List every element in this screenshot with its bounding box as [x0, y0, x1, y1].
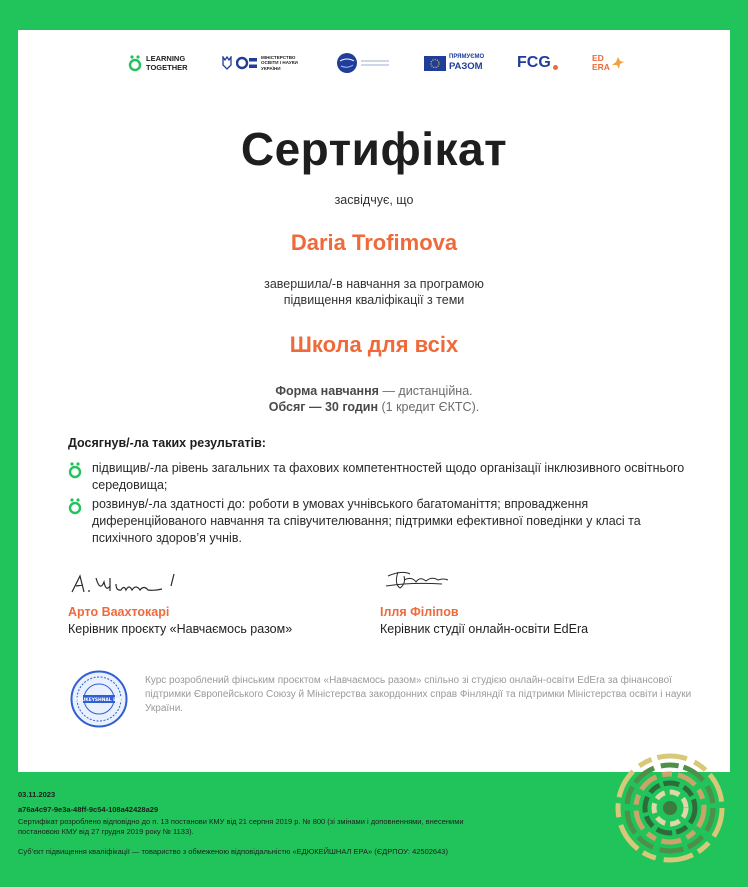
learning-together-logo [128, 48, 188, 78]
completed-line2: підвищення кваліфікації з теми [283, 293, 465, 307]
edera-star-icon [612, 57, 624, 69]
edera-logo [592, 48, 624, 78]
program-topic: Школа для всіх [289, 332, 459, 357]
certifies-text: засвідчує, що [334, 193, 414, 207]
partner-logos [18, 48, 730, 78]
legal-line1: Сертифікат розроблено відповідно до п. 13 постанови КМУ від 21 серпня 2019 р. № 800 (зі змінами і доповненнями, внесеними [18, 817, 464, 826]
trident-icon [222, 56, 232, 70]
bullet-icon [68, 460, 92, 494]
legal-basis [18, 817, 578, 837]
result-text: розвинув/-ла здатності до: роботи в умовах учнівського багатоманіття; впровадження диференційованого навчання та співучителювання; підтримки ефективної поведінки у класі та психічного здоров’я учнів. [92, 497, 641, 545]
result-item [68, 496, 688, 547]
signature-vaahtokari [70, 570, 190, 598]
provider-info: Суб’єкт підвищення кваліфікації — товариство з обмеженою відповідальністю «ЕДЮКЕЙШНАЛ ЕРА» (ЄДРПОУ: 42502643) [18, 847, 448, 856]
recipient-name: Daria Trofimova [290, 230, 458, 255]
decorative-spiral-icon [614, 752, 726, 864]
completed-text [18, 276, 730, 308]
official-stamp [70, 670, 128, 728]
fcg-logo [517, 48, 558, 78]
volume-value: (1 кредит ЄКТС). [378, 400, 480, 414]
signature-block-1 [68, 604, 292, 638]
bullet-icon [68, 496, 92, 547]
signer-name: Арто Ваахтокарі [68, 605, 170, 619]
edera-line1: ED [592, 53, 604, 63]
learning-together-line2: TOGETHER [146, 63, 188, 72]
signature-filipov [382, 566, 452, 594]
ministry-line3: УКРАЇНИ [261, 65, 281, 71]
eu-line1: ПРЯМУЄМО [449, 54, 485, 61]
results-heading: Досягнув/-ла таких результатів: [68, 436, 266, 450]
learning-together-icon [128, 54, 142, 72]
form-value: — дистанційна. [378, 384, 473, 398]
issue-date: 03.11.2023 [18, 790, 56, 799]
study-details [18, 383, 730, 415]
eu-line2: РАЗОМ [449, 60, 483, 72]
certificate-id: a76a4c97-9e3a-48ff-9c54-108a42428a29 [18, 805, 159, 814]
certificate-title: Сертифікат [240, 123, 508, 175]
finland-mfa-logo [336, 48, 389, 78]
ministry-logo [222, 48, 298, 78]
signer-role: Керівник проєкту «Навчаємось разом» [68, 622, 293, 636]
edera-line2: ERA [592, 62, 610, 72]
course-note: Курс розроблений фінським проєктом «Навчаємось разом» спільно зі студією онлайн-освіти EdEra за фінансової підтримки Європейського Союзу й Міністерства закордонних справ Фінляндії та підтримки Міністерства освіти і науки України. [145, 675, 692, 714]
signature-block-2 [380, 604, 588, 638]
result-item [68, 460, 688, 494]
ministry-line2: ОСВІТИ І НАУКИ [261, 60, 298, 66]
learning-together-line1: LEARNING [146, 54, 186, 63]
completed-line1: завершила/-в навчання за програмою [264, 277, 484, 291]
volume-label: Обсяг — 30 годин [268, 400, 379, 414]
form-label: Форма навчання [275, 384, 379, 398]
ministry-mark-icon [236, 56, 258, 70]
certificate-sheet [18, 30, 730, 772]
eu-logo [424, 48, 484, 78]
fcg-text: FCG [517, 54, 551, 71]
globe-icon [336, 52, 358, 74]
signer-role: Керівник студії онлайн-освіти EdEra [380, 622, 589, 636]
ministry-line1: МІНІСТЕРСТВО [261, 54, 296, 60]
signer-name: Ілля Філіпов [380, 605, 459, 619]
legal-line2: постановою КМУ від 27 грудня 2019 року № 1133). [18, 827, 194, 836]
stamp-text: EDUKEYSHNAL ERA [75, 698, 123, 703]
result-text: підвищив/-ла рівень загальних та фахових компетентностей щодо організації інклюзивного освітнього середовища; [92, 461, 685, 492]
eu-flag-icon [424, 56, 446, 71]
fcg-dot-icon [553, 65, 558, 70]
